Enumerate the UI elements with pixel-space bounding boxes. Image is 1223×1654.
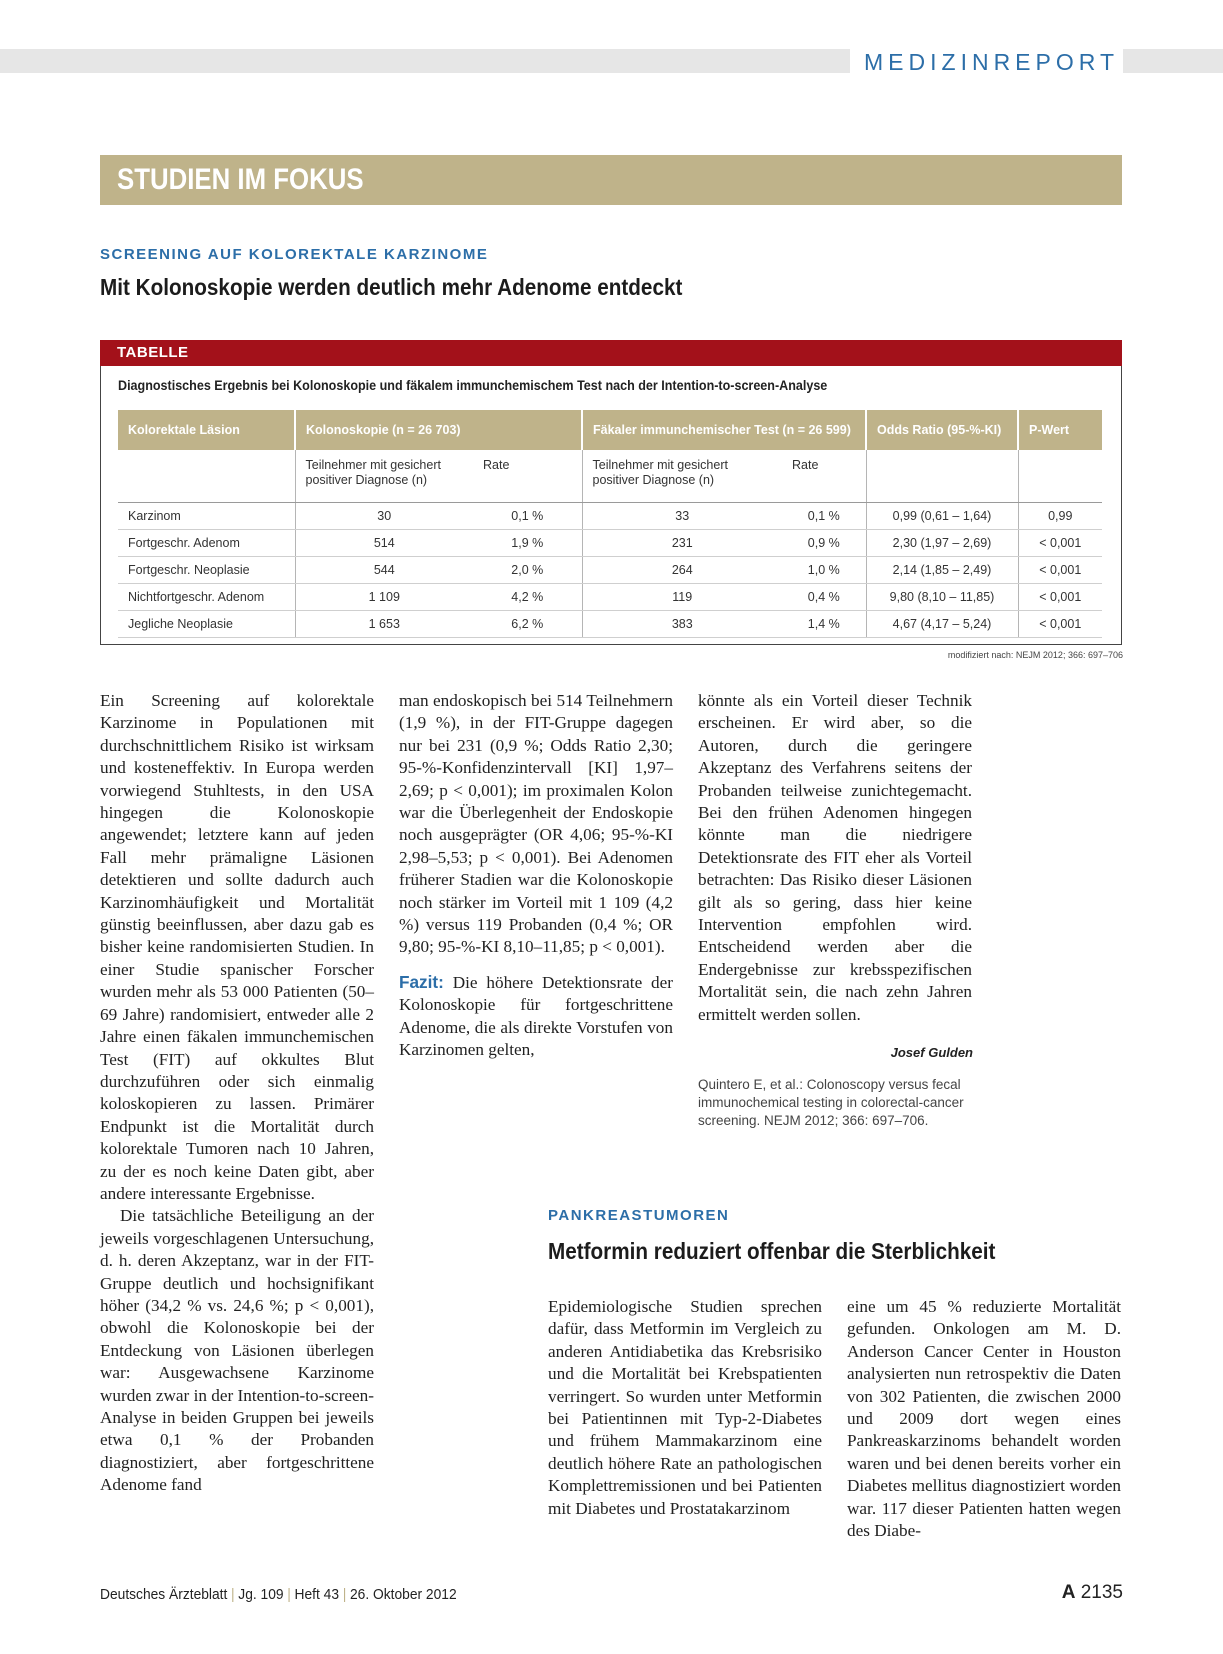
table-cell: < 0,001 [1018,530,1102,557]
table-cell: 2,0 % [473,557,582,584]
table-row [118,503,1102,530]
table-cell: < 0,001 [1018,584,1102,611]
table-label: TABELLE [117,344,189,361]
table-cell: 1,9 % [473,530,582,557]
fazit-paragraph [399,971,673,1062]
footer-date: 26. Oktober 2012 [349,1586,457,1603]
section-label: MEDIZINREPORT [850,47,1123,77]
table-header: Kolonoskopie (n = 26 703) [295,410,582,450]
table-cell: 231 [582,530,782,557]
fazit-label: Fazit: [399,971,444,992]
article1-kicker: SCREENING AUF KOLOREKTALE KARZINOME [100,246,489,263]
table-cell: 0,1 % [473,503,582,530]
table-header: P-Wert [1018,410,1102,450]
table-header: Fäkaler immunchemischer Test (n = 26 599) [582,410,866,450]
table-cell: Karzinom [118,503,295,530]
table-cell: 1,0 % [782,557,866,584]
table-subheader-row [118,450,1102,503]
footer [100,1586,457,1603]
author-name: Josef Gulden [890,1045,973,1060]
footer-volume: Jg. 109 [238,1586,284,1603]
page-number [1062,1582,1123,1604]
paragraph: könnte als ein Vorteil dieser Technik erscheinen. Er wird aber, so die Autoren, durch die geringere Akzeptanz des Verfahrens seitens der Probanden teilweise zunichtegemacht. Bei den frühen Adenomen hingegen könnte man die niedrigere Detektionsrate des FIT eher als Vorteil betrachten: Das Risiko dieser Läsionen gilt als so gering, dass hier keine Intervention empfohlen wird. Entscheidend werden aber die Endergebnisse zur krebsspezifischen Mortalität sein, die nach zehn Jahren ermittelt werden sollen. [698,691,972,1024]
table-label-bar [100,340,1122,366]
table-cell: 30 [295,503,473,530]
table-caption: Diagnostisches Ergebnis bei Kolonoskopie und fäkalem immunchemischem Test nach der Intention-to-screen-Analyse [118,378,828,393]
paragraph: Die tatsächliche Beteiligung an der jeweils vorgeschlagenen Untersuchung, d. h. deren Akzeptanz, war in der FIT-Gruppe deutlich und hochsignifikant höher (34,2 % vs. 24,6 %; p < 0,001), obwohl die Kolonoskopie bei der Entdeckung von Läsionen überlegen war: Ausgewachsene Karzinome wurden zwar in der Intention-to-screen-Analyse in beiden Gruppen bei jeweils etwa 0,1 % der Probanden diagnostiziert, aber fortgeschrittene Adenome fand [100,1206,374,1495]
table-cell: 1,4 % [782,611,866,638]
table-cell: 1 653 [295,611,473,638]
table-subheader: Teilnehmer mit gesichert positiver Diagnose (n) [295,450,473,503]
table-source: modifiziert nach: NEJM 2012; 366: 697–706 [947,650,1123,660]
table-cell: 4,67 (4,17 – 5,24) [866,611,1018,638]
article1-headline: Mit Kolonoskopie werden deutlich mehr Adenome entdeckt [100,274,683,300]
table-row [118,530,1102,557]
banner-title: STUDIEN IM FOKUS [117,163,364,196]
paragraph: Epidemiologische Studien sprechen dafür, dass Metformin im Vergleich zu anderen Antidiabetika das Krebsrisiko und die Mortalität bei Krebspatienten verringert. So wurden unter Metformin bei Patientinnen mit Typ-2-Diabetes und frühem Mammakarzinom eine deutlich höhere Rate an pathologischen Komplettremissionen und bei Patienten mit Diabetes und Prostatakarzinom [548,1297,822,1518]
table-cell: 0,99 (0,61 – 1,64) [866,503,1018,530]
page-number-value: 2135 [1080,1582,1123,1603]
table-cell: 33 [582,503,782,530]
table-cell: 2,30 (1,97 – 2,69) [866,530,1018,557]
table-cell: 0,9 % [782,530,866,557]
article2-kicker: PANKREASTUMOREN [548,1207,730,1224]
data-table [118,410,1102,638]
table-cell: 119 [582,584,782,611]
reference: Quintero E, et al.: Colonoscopy versus fecal immunochemical testing in colorectal-cancer screening. NEJM 2012; 366: 697–706. [698,1077,964,1128]
footer-journal: Deutsches Ärzteblatt [100,1586,228,1603]
footer-issue: Heft 43 [294,1586,340,1603]
article2-column-1 [548,1296,822,1520]
paragraph: eine um 45 % reduzierte Mortalität gefunden. Onkologen am M. D. Anderson Cancer Center in Houston analysierten nun retrospektiv die Daten von 302 Patienten, die zwischen 2000 und 2009 dort wegen eines Pankreaskarzinoms behandelt worden waren und bei denen bereits vorher ein Diabetes mellitus diagnostiziert worden war. 117 dieser Patienten hatten wegen des Diabe- [847,1297,1121,1541]
table-subheader-empty [866,450,1018,503]
table-cell: Nichtfortgeschr. Adenom [118,584,295,611]
fazit-text: Die höhere Detektionsrate der Kolonoskopie für fortgeschrittene Adenome, die als direkte Vorstufen von Karzinomen gelten, [399,972,673,1060]
data-table-box [100,340,1122,645]
paragraph: man endoskopisch bei 514 Teilnehmern (1,9 %), in der FIT-Gruppe dagegen nur bei 231 (0,9 %; Odds Ratio 2,30; 95-%-Konfidenzintervall [KI] 1,97–2,69; p < 0,001); im proximalen Kolon war die Überlegenheit der Endoskopie noch ausgeprägter (OR 4,06; 95-%-KI 2,98–5,53; p < 0,001). Bei Adenomen früherer Stadien war die Kolonoskopie noch stärker im Vorteil mit 1 109 (4,2 %) versus 119 Probanden (0,4 %; OR 9,80; 95-%-KI 8,10–11,85; p < 0,001). [399,691,673,957]
table-row [118,584,1102,611]
article1-column-1 [100,690,374,1497]
table-cell: 1 109 [295,584,473,611]
table-subheader: Rate [782,450,866,503]
table-cell: 544 [295,557,473,584]
table-subheader: Rate [473,450,582,503]
footer-separator: | [287,1586,291,1603]
table-cell: 383 [582,611,782,638]
table-cell: Jegliche Neoplasie [118,611,295,638]
table-cell: 9,80 (8,10 – 11,85) [866,584,1018,611]
table-row [118,557,1102,584]
paragraph: Ein Screening auf kolorektale Karzinome in Populationen mit durchschnittlichem Risiko ist wirksam und kosteneffektiv. In Europa werden vorwiegend Stuhltests, in den USA hingegen die Kolonoskopie angewendet; letztere kann auf jeden Fall mehr prämaligne Läsionen detektieren und sollte dadurch auch Karzinomhäufigkeit und Mortalität günstig beeinflussen, aber dazu gab es bisher keine randomisierten Studien. In einer Studie spanischer Forscher wurden mehr als 53 000 Patienten (50–69 Jahre) randomisiert, entweder alle 2 Jahre einen fäkalen immunchemischen Test (FIT) auf okkultes Blut durchzuführen oder sich einmalig koloskopieren zu lassen. Primärer Endpunkt ist die Mortalität durch kolorektale Tumoren nach 10 Jahren, zu der es noch keine Daten gibt, aber andere interessante Ergebnisse. [100,691,374,1203]
table-cell: 2,14 (1,85 – 2,49) [866,557,1018,584]
article1-column-3 [698,690,972,1026]
table-cell: 264 [582,557,782,584]
table-cell: Fortgeschr. Adenom [118,530,295,557]
article1-column-2 [399,690,673,1062]
article2-headline: Metformin reduziert offenbar die Sterblichkeit [548,1238,996,1264]
table-header: Odds Ratio (95-%-KI) [866,410,1018,450]
table-cell: 0,4 % [782,584,866,611]
table-subheader: Teilnehmer mit gesichert positiver Diagnose (n) [582,450,782,503]
table-cell: 6,2 % [473,611,582,638]
table-cell: < 0,001 [1018,611,1102,638]
table-subheader-empty [118,450,295,503]
table-cell: 0,1 % [782,503,866,530]
table-subheader-empty [1018,450,1102,503]
table-cell: 4,2 % [473,584,582,611]
footer-separator: | [342,1586,347,1603]
table-header-row [118,410,1102,450]
footer-separator: | [231,1586,235,1603]
table-cell: 0,99 [1018,503,1102,530]
table-cell: 514 [295,530,473,557]
table-cell: < 0,001 [1018,557,1102,584]
section-banner [100,155,1122,205]
table-header: Kolorektale Läsion [118,410,295,450]
table-cell: Fortgeschr. Neoplasie [118,557,295,584]
article2-column-2 [847,1296,1121,1542]
table-row [118,611,1102,638]
page-prefix: A [1061,1582,1076,1603]
